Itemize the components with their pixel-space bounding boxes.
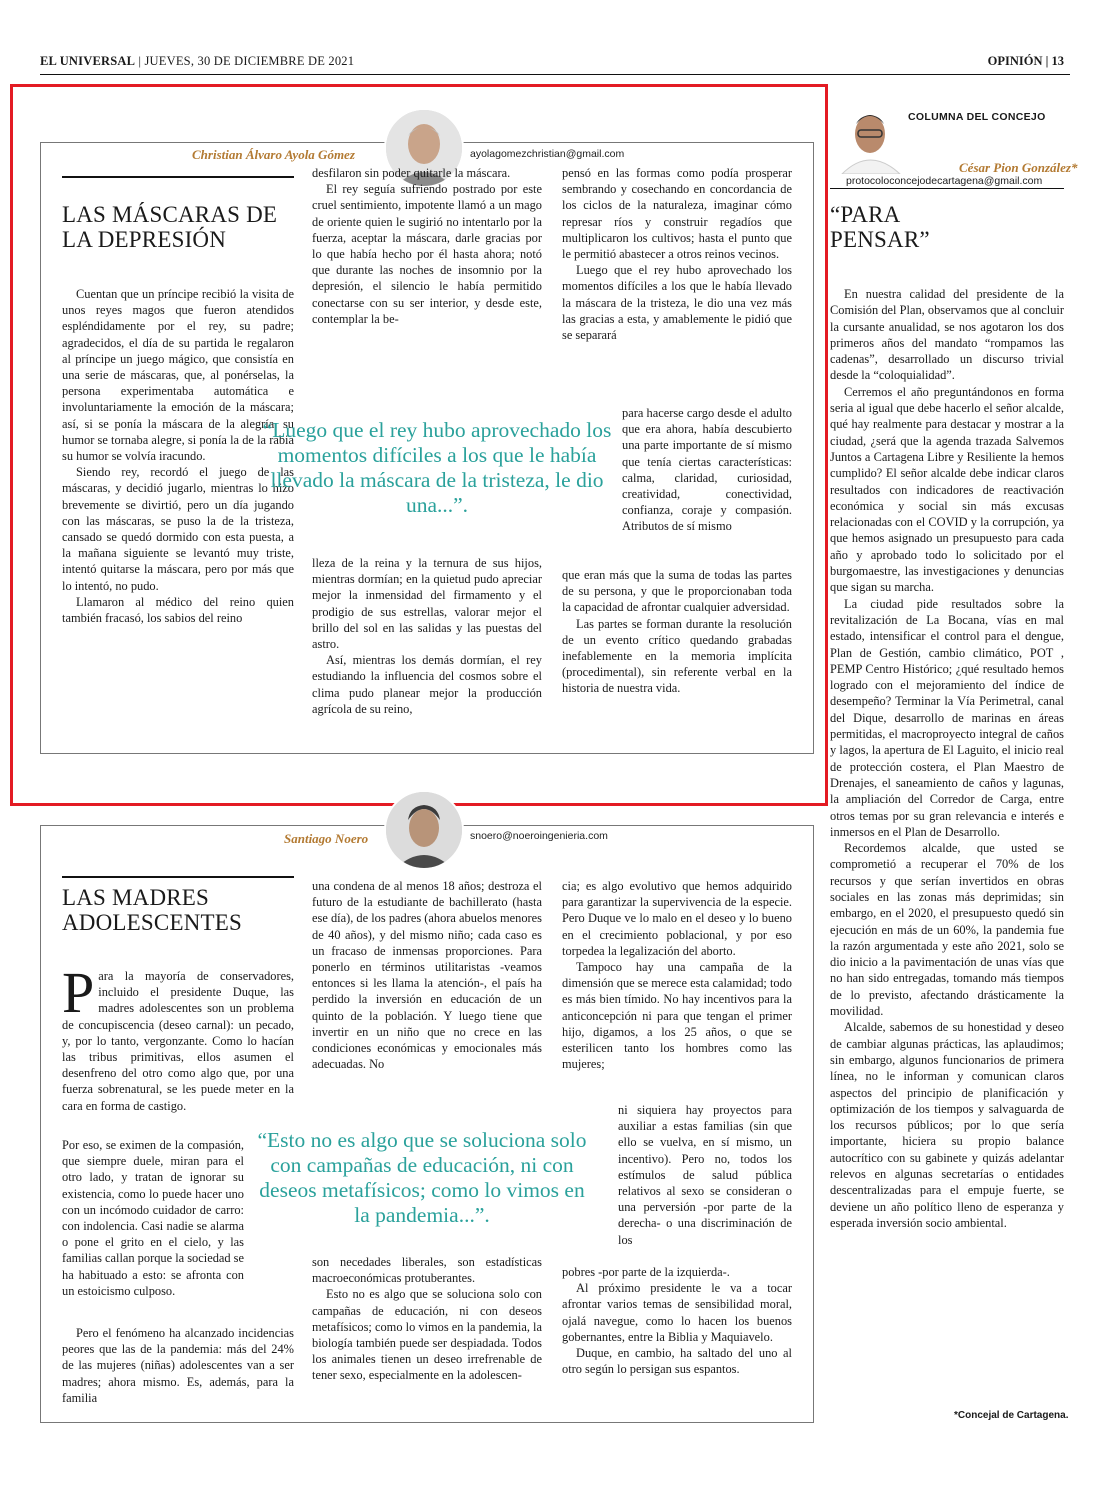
- article-1-col3-narrow: [622, 405, 792, 535]
- sidebar-author-photo: [838, 104, 908, 174]
- paragraph: Siendo rey, recordó el juego de las máscaras, y decidió jugarlo, mientras lo hizo brevemente se divirtió, pero un día jugando con las máscaras, se puso la de la tristeza, cansado se quedó dormido con esta puesta, a la mañana siguiente se levantó muy triste, intentó quitarse la máscara, pero por más que lo intentó, no pudo.: [62, 465, 294, 593]
- author-portrait-icon: [386, 792, 462, 868]
- paragraph: Duque, en cambio, ha saltado del uno al otro según lo persigan sus espantos.: [562, 1346, 792, 1377]
- paragraph: Cuentan que un príncipe recibió la visita de unos reyes magos que fueron atendidos espléndidamente por el rey, su padre; agradecidos, el día de su partida le regalaron al príncipe un juego mágico, que consistía en una serie de máscaras, que, al ponérselas, la persona experimentaba automática e involuntariamente la emoción de la máscara; así, si se ponía la máscara de la alegría, su humor se tornaba alegre, si ponía la de la rabia su humor se volvía iracundo.: [62, 287, 294, 464]
- author-photo-2: [384, 790, 464, 870]
- sidebar-body: [830, 286, 1064, 1231]
- paragraph: pensó en las formas como podía prosperar sembrando y cosechando en concordancia de los ciclos de la naturaleza, imaginar cómo represar ríos y construir regadíos que multiplicaron los cultivos; hasta el punto que le permitió abastecer a otros reinos vecinos.: [562, 166, 792, 262]
- article-1-col3-top: [562, 165, 792, 343]
- paragraph: Así, mientras los demás dormían, el rey estudiando la influencia del cosmos sobre el clima pudo planear mejor la producción agrícola de su reino,: [312, 653, 542, 716]
- paragraph: El rey seguía sufriendo postrado por este cruel sentimiento, impotente llamó a un mago de oriente quien le sugirió no intentarlo por la fuerza, aceptar la máscara, darle gracias por lo que había hecho por él hasta ahora; notó que durante las noches de insomnio por la depresión, el silencio le había permitido conectarse con su ser interior, y desde este, contemplar la be-: [312, 182, 542, 326]
- issue-date: | JUEVES, 30 DE DICIEMBRE DE 2021: [138, 54, 355, 68]
- author-portrait-icon: [838, 104, 908, 174]
- paragraph: una condena de al menos 18 años; destroza el futuro de la estudiante de bachillerato (hasta ese día), de los padres (ahora abuelos menores de 40 años), y del mismo niño; cada caso es un fracaso de inmensas proporciones. Para ponerlo en términos utilitaristas -veamos entonces si les llama la atención-, el país ha perdido la inversión en educación de un quinto de la población. Y luego tiene que invertir en un niño que no crece en las condiciones económicas y emocionales más adecuadas. No: [312, 879, 542, 1072]
- paragraph: lleza de la reina y la ternura de sus hijos, mientras dormían; en la quietud pudo apreciar mejor la inmensidad del firmamento y el prodigio de sus estrellas, valorar mejor el brillo del sol en las salidas y las puestas del astro.: [312, 556, 542, 652]
- paragraph: La ciudad pide resultados sobre la revitalización de La Bocana, vías en mal estado, intensificar el control para el dengue, Plan de Gestión, cambio climático, POT , PEMP Centro Histórico; ¿qué resultado hemos logrado con el mejoramiento del índice de desempeño? Terminar la Vía Perimetral, canal del Dique, desarrollo de marinas en áreas permitidas, el macroproyecto integral de caños y lagos, la apertura de El Laguito, el inicio real de protección costera, el Plan Maestro de Drenajes, el saneamiento de caños y lagunas, la ampliación del Corredor de Carga, entre otros temas por su gran relevancia e interés e inmersos en el Plan de Desarrollo.: [830, 596, 1064, 839]
- paragraph: desfilaron sin poder quitarle la máscara.: [312, 166, 511, 180]
- article-1-col2-top: [312, 165, 542, 327]
- paragraph: Luego que el rey hubo aprovechado los momentos difíciles a los que le había llevado la máscara de la tristeza, le dio una vez más las gracias a esta, y amablemente le pidió que se separará: [562, 263, 792, 343]
- masthead: [40, 52, 1070, 75]
- paragraph: para hacerse cargo desde el adulto que era ahora, había descubierto una parte importante de sí mismo que tenía ciertas características: calma, claridad, curiosidad, creatividad, conectividad, confianza, coraje y compasión. Atributos de sí mismo: [622, 406, 792, 534]
- article-2-col1-rest: [62, 1325, 294, 1406]
- article-2-col1-lead: [62, 960, 294, 1114]
- paragraph: Alcalde, sabemos de su honestidad y deseo de cambiar algunas prácticas, las aplaudimos; sin embargo, algunos funcionarios de primera línea, no le informan y comunican claros aspectos del principio de planificación y optimización de los tiempos y salvaguarda de los recursos públicos; por lo que sería importante, hiciera su propio balance autocrítico con su gabinete y quizás adelantar relevos en algunas secretarías o entidades descentralizadas para el empuje fuerte, se deviene un año político lleno de esperanza y esperada inversión socio ambiental.: [830, 1020, 1064, 1230]
- article-1-author: Christian Álvaro Ayola Gómez: [192, 147, 355, 162]
- sidebar-footnote: *Concejal de Cartagena.: [954, 1410, 1069, 1421]
- article-1-col2-bottom: [312, 555, 542, 717]
- headline-rule-1: [62, 176, 294, 178]
- paragraph: que eran más que la suma de todas las partes de su persona, y que le proporcionaban toda la capacidad de afrontar cualquier adversidad.: [562, 568, 792, 615]
- article-2-headline: LAS MADRES ADOLESCENTES: [62, 885, 243, 935]
- article-1-headline: LAS MÁSCARAS DE LA DEPRESIÓN: [62, 202, 278, 252]
- article-2-pull-quote: “Esto no es algo que se soluciona solo con campañas de educación, ni con deseos metafísicos; como lo vimos en la pandemia...”.: [257, 1128, 587, 1227]
- article-2-email: snoero@noeroingenieria.com: [470, 830, 608, 842]
- section-page: OPINIÓN | 13: [987, 54, 1064, 68]
- paragraph: ara la mayoría de conservadores, incluido el presidente Duque, las madres adolescentes son un problema de concupiscencia (deseo carnal): un pecado, y, por lo tanto, vergonzante. Como lo hacían las tribus primitivas, ellos asumen el desenfreno del otro como algo que, por una fuerza sobrenatural, se les puede meter en la cara en forma de castigo.: [62, 969, 294, 1113]
- paragraph: Llamaron al médico del reino quien también fracasó, los sabios del reino: [62, 594, 294, 626]
- drop-cap: P: [62, 960, 95, 1025]
- article-2-col3-narrow: [618, 1102, 792, 1248]
- article-2-col2-top: [312, 878, 542, 1072]
- paragraph: Esto no es algo que se soluciona solo con campañas de educación, ni con deseos metafísicos; como lo vimos en la pandemia, la biología también puede ser despiadada. Todos los animales tienen un deseo irrefrenable de tener sexo, especialmente en la adolescen-: [312, 1287, 542, 1383]
- paragraph: En nuestra calidad del presidente de la Comisión del Plan, observamos que al concluir la cursante anualidad, se nos agotaron los dos primeros años del mandato “rompamos las cadenas”, desarrollado un discurso trivial desde la “coloquialidad”.: [830, 287, 1064, 383]
- paragraph: Pero el fenómeno ha alcanzado incidencias peores que las de la pandemia: más del 24% de las mujeres (niñas) adolescentes van a ser madres; ahora mismo. Es, además, para la familia: [62, 1326, 294, 1405]
- headline-rule-2: [62, 876, 294, 878]
- article-2-author: Santiago Noero: [284, 831, 369, 846]
- paragraph: cia; es algo evolutivo que hemos adquirido para garantizar la supervivencia de la especie. Pero Duque ve lo malo en el deseo y lo bueno en el crecimiento poblacional, y por eso torpedea la legalización del aborto.: [562, 879, 792, 958]
- paragraph: Al próximo presidente le va a tocar afrontar varios temas de sensibilidad moral, ojalá navegue, como lo hacen los buenos gobernantes, entre la Biblia y Maquiavelo.: [562, 1281, 792, 1344]
- article-1-pull-quote: “Luego que el rey hubo aprovechado los momentos difíciles a los que le había llevado la máscara de la tristeza, le dio una...”.: [262, 418, 612, 517]
- article-1-email: ayolagomezchristian@gmail.com: [470, 148, 625, 160]
- article-1-col3-bottom: [562, 567, 792, 697]
- sidebar-rule: [830, 188, 1064, 189]
- sidebar-author: César Pion González*: [959, 160, 1078, 175]
- paper-name: EL UNIVERSAL: [40, 54, 136, 68]
- paragraph: ni siquiera hay proyectos para auxiliar a estas familias (sin que ello se vuelva, en sí mismo, un incentivo). Pero no, todos los estímulos de salud pública relativos al sexo se consideran o una perversión -por parte de la derecha- o una discriminación de los: [618, 1103, 792, 1247]
- paragraph: son necedades liberales, son estadísticas macroeconómicas protuberantes.: [312, 1255, 542, 1286]
- paragraph: Tampoco hay una campaña de la dimensión que se merece esta calamidad; todo es más bien tímido. No hay incentivos para la anticoncepción ni para que tengan el primer hijo, digamos, a los 25 años, o que se esterilicen tanto los hombres como las mujeres;: [562, 960, 792, 1072]
- paragraph: Cerremos el año preguntándonos en forma seria al igual que debe hacerlo el señor alcalde, qué hay realmente para destacar y mostrar a la ciudad, ¿será que la agenda trazada Salvemos Juntos a Cartagena Libre y Resiliente la hemos cumplido? El señor alcalde debe indicar claros resultados con indicadores de reactivación económica y social sin más excusas relacionadas con el COVID y la corrupción, ya que hemos asignado un presupuesto para cada año y aprobado todo lo solicitado por el burgomaestre, las investigaciones y denuncias que sigan su marcha.: [830, 384, 1064, 595]
- paragraph: Por eso, se eximen de la compasión, que siempre duele, miran para el otro lado, y tratan de ignorar su existencia, como lo puede hacer uno con un incómodo cuidador de carro: con indolencia. Casi nadie se alarma o pone el grito en el cielo, y las familias callan porque la sociedad se ha habituado a esto: se afronta con un estoicismo culposo.: [62, 1138, 244, 1298]
- masthead-left: [40, 54, 354, 69]
- sidebar-headline: “PARA PENSAR”: [830, 202, 930, 252]
- article-2-col3-bottom: [562, 1264, 792, 1377]
- article-2-col1-narrow: [62, 1137, 244, 1299]
- sidebar-kicker: COLUMNA DEL CONCEJO: [908, 111, 1046, 123]
- paragraph: Recordemos alcalde, que usted se comprometió a recuperar el 70% de los recursos y que serían invertidos en obras sociales en las zonas más deprimidas; sin embargo, en el 2020, el presupuesto quedó sin ejecución en más de un 60%, la pandemia fue la razón argumentada y este año 2021, solo se dio inicio a la pavimentación de unas vías que no han sido entregadas, tomando más tiempos de lo previsto, afectando drásticamente la movilidad.: [830, 841, 1064, 1019]
- sidebar-email: protocoloconcejodecartagena@gmail.com: [846, 175, 1043, 187]
- article-2-col2-bottom: [312, 1254, 542, 1384]
- article-2-col3-top: [562, 878, 792, 1072]
- paragraph: pobres -por parte de la izquierda-.: [562, 1265, 730, 1279]
- paragraph: Las partes se forman durante la resolución de un evento crítico quedando grabadas inefablemente en la memoria implícita (procedimental), sin referente verbal en la historia de nuestra vida.: [562, 616, 792, 696]
